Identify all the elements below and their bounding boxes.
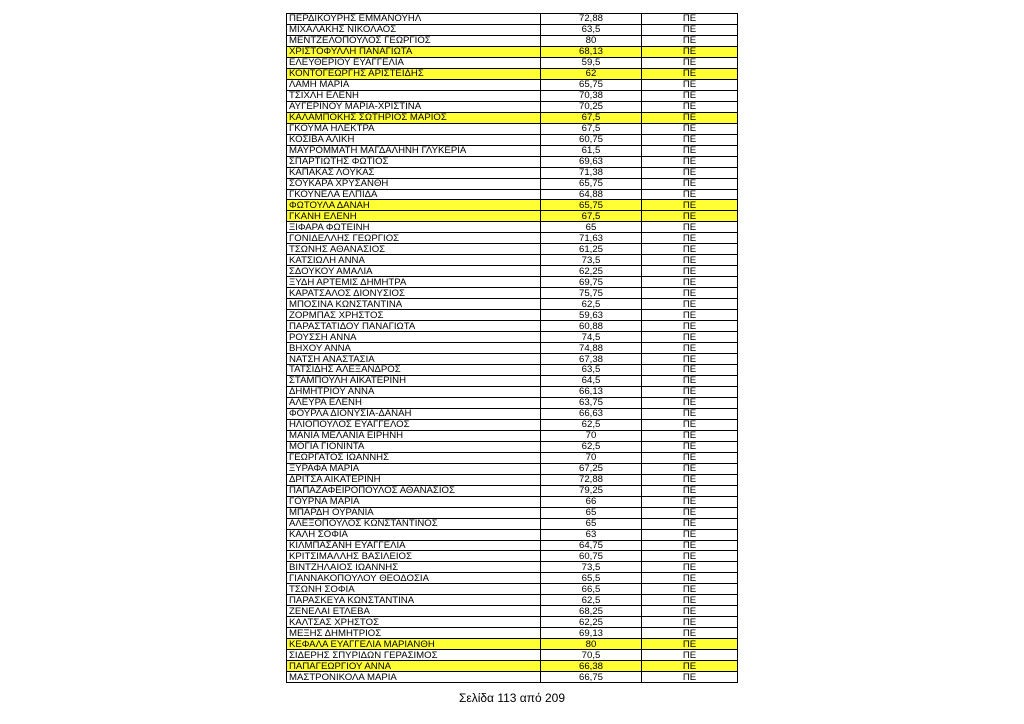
name-cell: ΧΡΙΣΤΟΦΥΛΛΗ ΠΑΝΑΓΙΩΤΑ [287, 46, 541, 57]
name-cell: ΛΑΜΗ ΜΑΡΙΑ [287, 79, 541, 90]
score-cell: 65,5 [541, 573, 642, 584]
category-cell: ΠΕ [642, 134, 738, 145]
score-cell: 62,5 [541, 441, 642, 452]
score-cell: 62,5 [541, 299, 642, 310]
name-cell: ΓΚΟΥΝΕΛΑ ΕΛΠΙΔΑ [287, 189, 541, 200]
table-row [287, 222, 738, 233]
name-cell: ΗΛΙΟΠΟΥΛΟΣ ΕΥΑΓΓΕΛΟΣ [287, 419, 541, 430]
table-row [287, 321, 738, 332]
category-cell: ΠΕ [642, 661, 738, 672]
category-cell: ΠΕ [642, 35, 738, 46]
table-row [287, 452, 738, 463]
category-cell: ΠΕ [642, 57, 738, 68]
category-cell: ΠΕ [642, 562, 738, 573]
table-row [287, 408, 738, 419]
name-cell: ΚΑΤΣΙΩΛΗ ΑΝΝΑ [287, 255, 541, 266]
name-cell: ΠΕΡΔΙΚΟΥΡΗΣ ΕΜΜΑΝΟΥΗΛ [287, 14, 541, 25]
score-cell: 63 [541, 529, 642, 540]
table-row [287, 46, 738, 57]
name-cell: ΚΑΠΑΚΑΣ ΛΟΥΚΑΣ [287, 167, 541, 178]
score-cell: 67,5 [541, 112, 642, 123]
score-cell: 62,25 [541, 266, 642, 277]
table-row [287, 200, 738, 211]
name-cell: ΞΥΔΗ ΑΡΤΕΜΙΣ ΔΗΜΗΤΡΑ [287, 277, 541, 288]
table-row [287, 573, 738, 584]
score-cell: 75,75 [541, 288, 642, 299]
table-row [287, 617, 738, 628]
name-cell: ΒΙΝΤΖΗΛΑΙΟΣ ΙΩΑΝΝΗΣ [287, 562, 541, 573]
name-cell: ΠΑΠΑΓΕΩΡΓΙΟΥ ΑΝΝΑ [287, 661, 541, 672]
name-cell: ΚΡΙΤΣΙΜΑΛΛΗΣ ΒΑΣΙΛΕΙΟΣ [287, 551, 541, 562]
category-cell: ΠΕ [642, 507, 738, 518]
score-cell: 65,75 [541, 79, 642, 90]
score-cell: 62 [541, 68, 642, 79]
score-cell: 63,75 [541, 397, 642, 408]
table-row [287, 299, 738, 310]
results-table-body [287, 14, 738, 683]
category-cell: ΠΕ [642, 573, 738, 584]
table-row [287, 595, 738, 606]
category-cell: ΠΕ [642, 397, 738, 408]
name-cell: ΤΣΩΝΗΣ ΑΘΑΝΑΣΙΟΣ [287, 244, 541, 255]
score-cell: 65,75 [541, 200, 642, 211]
name-cell: ΑΛΕΞΟΠΟΥΛΟΣ ΚΩΝΣΤΑΝΤΙΝΟΣ [287, 518, 541, 529]
table-row [287, 386, 738, 397]
table-row [287, 650, 738, 661]
score-cell: 66 [541, 496, 642, 507]
table-row [287, 661, 738, 672]
name-cell: ΚΕΦΑΛΑ ΕΥΑΓΓΕΛΙΑ ΜΑΡΙΑΝΘΗ [287, 639, 541, 650]
category-cell: ΠΕ [642, 375, 738, 386]
table-row [287, 211, 738, 222]
score-cell: 66,63 [541, 408, 642, 419]
score-cell: 79,25 [541, 485, 642, 496]
category-cell: ΠΕ [642, 321, 738, 332]
score-cell: 65 [541, 507, 642, 518]
table-row [287, 463, 738, 474]
category-cell: ΠΕ [642, 551, 738, 562]
category-cell: ΠΕ [642, 288, 738, 299]
name-cell: ΣΠΑΡΤΙΩΤΗΣ ΦΩΤΙΟΣ [287, 156, 541, 167]
score-cell: 68,13 [541, 46, 642, 57]
category-cell: ΠΕ [642, 463, 738, 474]
category-cell: ΠΕ [642, 123, 738, 134]
table-row [287, 145, 738, 156]
results-table [286, 13, 738, 683]
table-row [287, 639, 738, 650]
name-cell: ΜΙΧΑΛΑΚΗΣ ΝΙΚΟΛΑΟΣ [287, 24, 541, 35]
category-cell: ΠΕ [642, 68, 738, 79]
name-cell: ΜΑΥΡΟΜΜΑΤΗ ΜΑΓΔΑΛΗΝΗ ΓΛΥΚΕΡΙΑ [287, 145, 541, 156]
category-cell: ΠΕ [642, 474, 738, 485]
name-cell: ΜΑΣΤΡΟΝΙΚΟΛΑ ΜΑΡΙΑ [287, 672, 541, 683]
score-cell: 67,38 [541, 354, 642, 365]
score-cell: 63,5 [541, 365, 642, 376]
name-cell: ΔΗΜΗΤΡΙΟΥ ΑΝΝΑ [287, 386, 541, 397]
category-cell: ΠΕ [642, 485, 738, 496]
name-cell: ΠΑΠΑΖΑΦΕΙΡΟΠΟΥΛΟΣ ΑΘΑΝΑΣΙΟΣ [287, 485, 541, 496]
name-cell: ΑΥΓΕΡΙΝΟΥ ΜΑΡΙΑ-ΧΡΙΣΤΙΝΑ [287, 101, 541, 112]
category-cell: ΠΕ [642, 299, 738, 310]
score-cell: 71,38 [541, 167, 642, 178]
category-cell: ΠΕ [642, 156, 738, 167]
table-row [287, 332, 738, 343]
table-row [287, 354, 738, 365]
category-cell: ΠΕ [642, 343, 738, 354]
score-cell: 65,75 [541, 178, 642, 189]
name-cell: ΦΟΥΡΛΑ ΔΙΟΝΥΣΙΑ-ΔΑΝΑΗ [287, 408, 541, 419]
table-row [287, 375, 738, 386]
name-cell: ΚΑΡΑΤΣΑΛΟΣ ΔΙΟΝΥΣΙΟΣ [287, 288, 541, 299]
score-cell: 69,13 [541, 628, 642, 639]
category-cell: ΠΕ [642, 255, 738, 266]
category-cell: ΠΕ [642, 101, 738, 112]
category-cell: ΠΕ [642, 606, 738, 617]
score-cell: 71,63 [541, 233, 642, 244]
table-row [287, 518, 738, 529]
category-cell: ΠΕ [642, 650, 738, 661]
category-cell: ΠΕ [642, 145, 738, 156]
name-cell: ΞΙΦΑΡΑ ΦΩΤΕΙΝΗ [287, 222, 541, 233]
name-cell: ΤΣΩΝΗ ΣΟΦΙΑ [287, 584, 541, 595]
category-cell: ΠΕ [642, 266, 738, 277]
table-row [287, 474, 738, 485]
score-cell: 62,5 [541, 595, 642, 606]
category-cell: ΠΕ [642, 419, 738, 430]
score-cell: 69,75 [541, 277, 642, 288]
name-cell: ΚΑΛΑΜΠΟΚΗΣ ΣΩΤΗΡΙΟΣ ΜΑΡΙΟΣ [287, 112, 541, 123]
name-cell: ΞΥΡΑΦΑ ΜΑΡΙΑ [287, 463, 541, 474]
category-cell: ΠΕ [642, 112, 738, 123]
score-cell: 70,38 [541, 90, 642, 101]
table-row [287, 310, 738, 321]
name-cell: ΣΤΑΜΠΟΥΛΗ ΑΙΚΑΤΕΡΙΝΗ [287, 375, 541, 386]
score-cell: 61,25 [541, 244, 642, 255]
table-row [287, 584, 738, 595]
name-cell: ΤΑΤΣΙΔΗΣ ΑΛΕΞΑΝΔΡΟΣ [287, 365, 541, 376]
category-cell: ΠΕ [642, 584, 738, 595]
score-cell: 80 [541, 639, 642, 650]
score-cell: 66,5 [541, 584, 642, 595]
name-cell: ΚΑΛΤΣΑΣ ΧΡΗΣΤΟΣ [287, 617, 541, 628]
category-cell: ΠΕ [642, 222, 738, 233]
name-cell: ΤΣΙΧΛΗ ΕΛΕΝΗ [287, 90, 541, 101]
score-cell: 67,5 [541, 123, 642, 134]
score-cell: 60,88 [541, 321, 642, 332]
score-cell: 59,63 [541, 310, 642, 321]
table-row [287, 507, 738, 518]
name-cell: ΠΑΡΑΣΤΑΤΙΔΟΥ ΠΑΝΑΓΙΩΤΑ [287, 321, 541, 332]
name-cell: ΚΟΣΙΒΑ ΑΛΙΚΗ [287, 134, 541, 145]
name-cell: ΚΑΛΗ ΣΟΦΙΑ [287, 529, 541, 540]
category-cell: ΠΕ [642, 14, 738, 25]
category-cell: ΠΕ [642, 200, 738, 211]
category-cell: ΠΕ [642, 496, 738, 507]
table-row [287, 134, 738, 145]
score-cell: 62,5 [541, 419, 642, 430]
table-row [287, 365, 738, 376]
category-cell: ΠΕ [642, 24, 738, 35]
table-row [287, 233, 738, 244]
table-row [287, 156, 738, 167]
table-row [287, 672, 738, 683]
category-cell: ΠΕ [642, 354, 738, 365]
category-cell: ΠΕ [642, 430, 738, 441]
score-cell: 62,25 [541, 617, 642, 628]
table-row [287, 441, 738, 452]
table-row [287, 419, 738, 430]
name-cell: ΖΕΝΕΛΑΙ ΕΤΛΕΒΑ [287, 606, 541, 617]
category-cell: ΠΕ [642, 90, 738, 101]
table-row [287, 123, 738, 134]
table-row [287, 24, 738, 35]
name-cell: ΦΩΤΟΥΛΑ ΔΑΝΑΗ [287, 200, 541, 211]
table-row [287, 244, 738, 255]
score-cell: 67,25 [541, 463, 642, 474]
table-row [287, 101, 738, 112]
table-row [287, 112, 738, 123]
category-cell: ΠΕ [642, 529, 738, 540]
name-cell: ΜΟΓΙΑ ΓΙΟΝΙΝΤΑ [287, 441, 541, 452]
table-row [287, 496, 738, 507]
name-cell: ΔΡΙΤΣΑ ΑΙΚΑΤΕΡΙΝΗ [287, 474, 541, 485]
category-cell: ΠΕ [642, 167, 738, 178]
table-row [287, 167, 738, 178]
table-row [287, 79, 738, 90]
table-row [287, 288, 738, 299]
table-row [287, 266, 738, 277]
score-cell: 63,5 [541, 24, 642, 35]
category-cell: ΠΕ [642, 277, 738, 288]
table-row [287, 68, 738, 79]
category-cell: ΠΕ [642, 617, 738, 628]
category-cell: ΠΕ [642, 365, 738, 376]
score-cell: 65 [541, 222, 642, 233]
category-cell: ΠΕ [642, 79, 738, 90]
category-cell: ΠΕ [642, 540, 738, 551]
name-cell: ΑΛΕΥΡΑ ΕΛΕΝΗ [287, 397, 541, 408]
table-row [287, 430, 738, 441]
category-cell: ΠΕ [642, 639, 738, 650]
table-row [287, 485, 738, 496]
category-cell: ΠΕ [642, 595, 738, 606]
score-cell: 69,63 [541, 156, 642, 167]
score-cell: 59,5 [541, 57, 642, 68]
score-cell: 70 [541, 452, 642, 463]
name-cell: ΕΛΕΥΘΕΡΙΟΥ ΕΥΑΓΓΕΛΙΑ [287, 57, 541, 68]
table-row [287, 562, 738, 573]
category-cell: ΠΕ [642, 178, 738, 189]
category-cell: ΠΕ [642, 452, 738, 463]
category-cell: ΠΕ [642, 441, 738, 452]
category-cell: ΠΕ [642, 628, 738, 639]
name-cell: ΓΟΝΙΔΕΛΛΗΣ ΓΕΩΡΓΙΟΣ [287, 233, 541, 244]
name-cell: ΜΑΝΙΑ ΜΕΛΑΝΙΑ ΕΙΡΗΝΗ [287, 430, 541, 441]
category-cell: ΠΕ [642, 233, 738, 244]
table-row [287, 255, 738, 266]
name-cell: ΠΑΡΑΣΚΕΥΑ ΚΩΝΣΤΑΝΤΙΝΑ [287, 595, 541, 606]
table-row [287, 57, 738, 68]
name-cell: ΜΠΟΣΙΝΑ ΚΩΝΣΤΑΝΤΙΝΑ [287, 299, 541, 310]
name-cell: ΚΟΝΤΟΓΕΩΡΓΗΣ ΑΡΙΣΤΕΙΔΗΣ [287, 68, 541, 79]
score-cell: 74,5 [541, 332, 642, 343]
category-cell: ΠΕ [642, 211, 738, 222]
name-cell: ΚΙΛΜΠΑΣΑΝΗ ΕΥΑΓΓΕΛΙΑ [287, 540, 541, 551]
score-cell: 73,5 [541, 562, 642, 573]
score-cell: 67,5 [541, 211, 642, 222]
score-cell: 60,75 [541, 134, 642, 145]
name-cell: ΣΔΟΥΚΟΥ ΑΜΑΛΙΑ [287, 266, 541, 277]
score-cell: 66,13 [541, 386, 642, 397]
name-cell: ΜΕΞΗΣ ΔΗΜΗΤΡΙΟΣ [287, 628, 541, 639]
name-cell: ΣΙΔΕΡΗΣ ΣΠΥΡΙΔΩΝ ΓΕΡΑΣΙΜΟΣ [287, 650, 541, 661]
table-row [287, 628, 738, 639]
category-cell: ΠΕ [642, 386, 738, 397]
category-cell: ΠΕ [642, 332, 738, 343]
score-cell: 60,75 [541, 551, 642, 562]
table-row [287, 397, 738, 408]
name-cell: ΓΚΑΝΗ ΕΛΕΝΗ [287, 211, 541, 222]
category-cell: ΠΕ [642, 310, 738, 321]
category-cell: ΠΕ [642, 408, 738, 419]
name-cell: ΖΟΡΜΠΑΣ ΧΡΗΣΤΟΣ [287, 310, 541, 321]
table-row [287, 189, 738, 200]
category-cell: ΠΕ [642, 518, 738, 529]
table-row [287, 551, 738, 562]
score-cell: 70,25 [541, 101, 642, 112]
name-cell: ΝΑΤΣΗ ΑΝΑΣΤΑΣΙΑ [287, 354, 541, 365]
score-cell: 72,88 [541, 474, 642, 485]
score-cell: 74,88 [541, 343, 642, 354]
table-row [287, 178, 738, 189]
name-cell: ΜΠΑΡΔΗ ΟΥΡΑΝΙΑ [287, 507, 541, 518]
table-row [287, 343, 738, 354]
score-cell: 66,75 [541, 672, 642, 683]
score-cell: 65 [541, 518, 642, 529]
name-cell: ΓΟΥΡΝΑ ΜΑΡΙΑ [287, 496, 541, 507]
score-cell: 72,88 [541, 14, 642, 25]
score-cell: 80 [541, 35, 642, 46]
category-cell: ΠΕ [642, 672, 738, 683]
name-cell: ΜΕΝΤΖΕΛΟΠΟΥΛΟΣ ΓΕΩΡΓΙΟΣ [287, 35, 541, 46]
table-row [287, 90, 738, 101]
score-cell: 68,25 [541, 606, 642, 617]
table-row [287, 529, 738, 540]
category-cell: ΠΕ [642, 244, 738, 255]
score-cell: 70 [541, 430, 642, 441]
name-cell: ΓΚΟΥΜΑ ΗΛΕΚΤΡΑ [287, 123, 541, 134]
table-row [287, 14, 738, 25]
table-row [287, 606, 738, 617]
score-cell: 73,5 [541, 255, 642, 266]
score-cell: 70,5 [541, 650, 642, 661]
name-cell: ΓΕΩΡΓΑΤΟΣ ΙΩΑΝΝΗΣ [287, 452, 541, 463]
score-cell: 66,38 [541, 661, 642, 672]
page-number: Σελίδα 113 από 209 [458, 691, 566, 705]
table-row [287, 35, 738, 46]
name-cell: ΒΗΧΟΥ ΑΝΝΑ [287, 343, 541, 354]
score-cell: 61,5 [541, 145, 642, 156]
name-cell: ΣΟΥΚΑΡΑ ΧΡΥΣΑΝΘΗ [287, 178, 541, 189]
category-cell: ΠΕ [642, 46, 738, 57]
score-cell: 64,88 [541, 189, 642, 200]
name-cell: ΡΟΥΣΣΗ ΑΝΝΑ [287, 332, 541, 343]
score-cell: 64,75 [541, 540, 642, 551]
table-row [287, 277, 738, 288]
category-cell: ΠΕ [642, 189, 738, 200]
score-cell: 64,5 [541, 375, 642, 386]
table-row [287, 540, 738, 551]
name-cell: ΓΙΑΝΝΑΚΟΠΟΥΛΟΥ ΘΕΟΔΟΣΙΑ [287, 573, 541, 584]
